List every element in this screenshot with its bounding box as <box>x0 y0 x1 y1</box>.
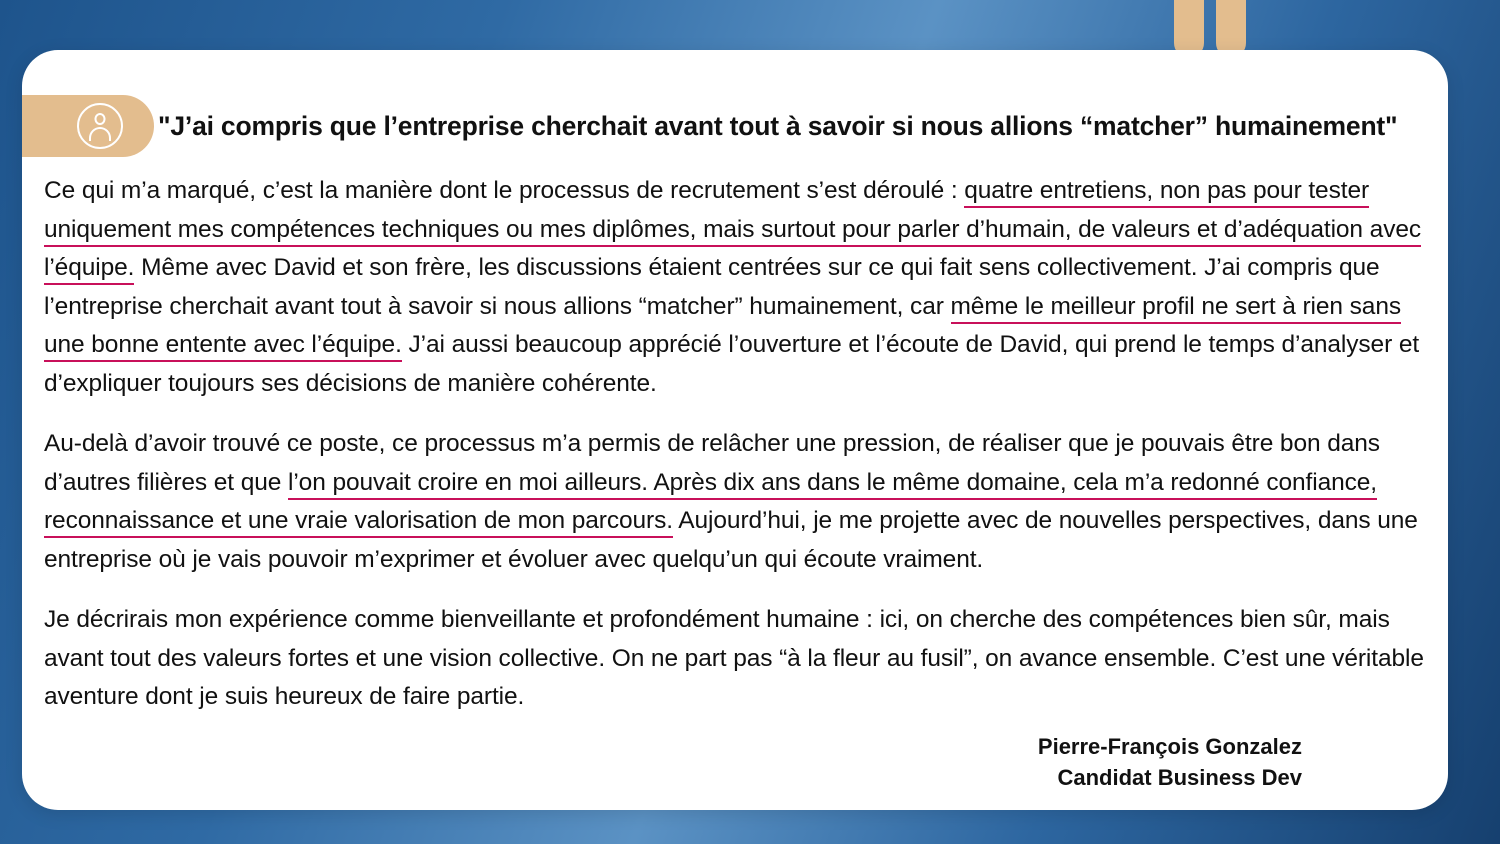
p1-seg3: J’ai aussi beaucoup apprécié l’ouverture et l’écoute de David, qui prend le temps d’analyser et d’expliquer toujours ses décisions de manière cohérente. <box>44 331 1420 397</box>
p1-seg1: Ce qui m’a marqué, c’est la manière dont le processus de recrutement s’est déroulé : <box>44 177 965 204</box>
p1-seg2: Même avec David et son frère, les discussions étaient centrées sur ce qui fait sens collectivement. J’ai compris que l’entreprise cherchait avant tout à savoir si nous allions “matcher” humainement, car <box>44 254 1380 320</box>
testimonial-body <box>44 172 1430 717</box>
page-title: "J’ai compris que l’entreprise cherchait avant tout à savoir si nous allions “matcher” humainement" <box>158 110 1398 141</box>
paragraph-3: Je décrirais mon expérience comme bienveillante et profondément humaine : ici, on cherche des compétences bien sûr, mais avant tout des valeurs fortes et une vision collective. On ne part pas “à la fleur au fusil”, on avance ensemble. C’est une véritable aventure dont je suis heureux de faire partie. <box>44 606 1424 710</box>
signature-role: Candidat Business Dev <box>1057 764 1302 790</box>
paragraph-2 <box>44 425 1430 579</box>
p2-highlight-1: l’on pouvait croire en moi ailleurs. Après dix ans dans le même domaine, cela m’a redonné confiance, reconnaissance et une vraie valorisation de mon parcours. <box>44 469 1377 539</box>
person-circle-icon <box>77 103 123 149</box>
testimonial-card <box>22 50 1448 810</box>
p2-seg1: Au-delà d’avoir trouvé ce poste, ce processus m’a permis de relâcher une pression, de réaliser que je pouvais être bon dans d’autres filières et que <box>44 430 1380 496</box>
signature-name: Pierre-François Gonzalez <box>1037 733 1302 759</box>
p2-seg2: Aujourd’hui, je me projette avec de nouvelles perspectives, dans une entreprise où je vais pouvoir m’exprimer et évoluer avec quelqu’un qui écoute vraiment. <box>44 507 1418 573</box>
paragraph-1 <box>44 172 1430 403</box>
p1-highlight-1: quatre entretiens, non pas pour tester uniquement mes compétences techniques ou mes diplômes, mais surtout pour parler d’humain, de valeurs et d’adéquation avec l’équipe. <box>44 177 1421 285</box>
signature-block <box>44 731 1430 793</box>
avatar <box>22 95 154 157</box>
p1-highlight-2: même le meilleur profil ne sert à rien sans une bonne entente avec l’équipe. <box>44 293 1401 363</box>
header-row <box>44 94 1430 158</box>
